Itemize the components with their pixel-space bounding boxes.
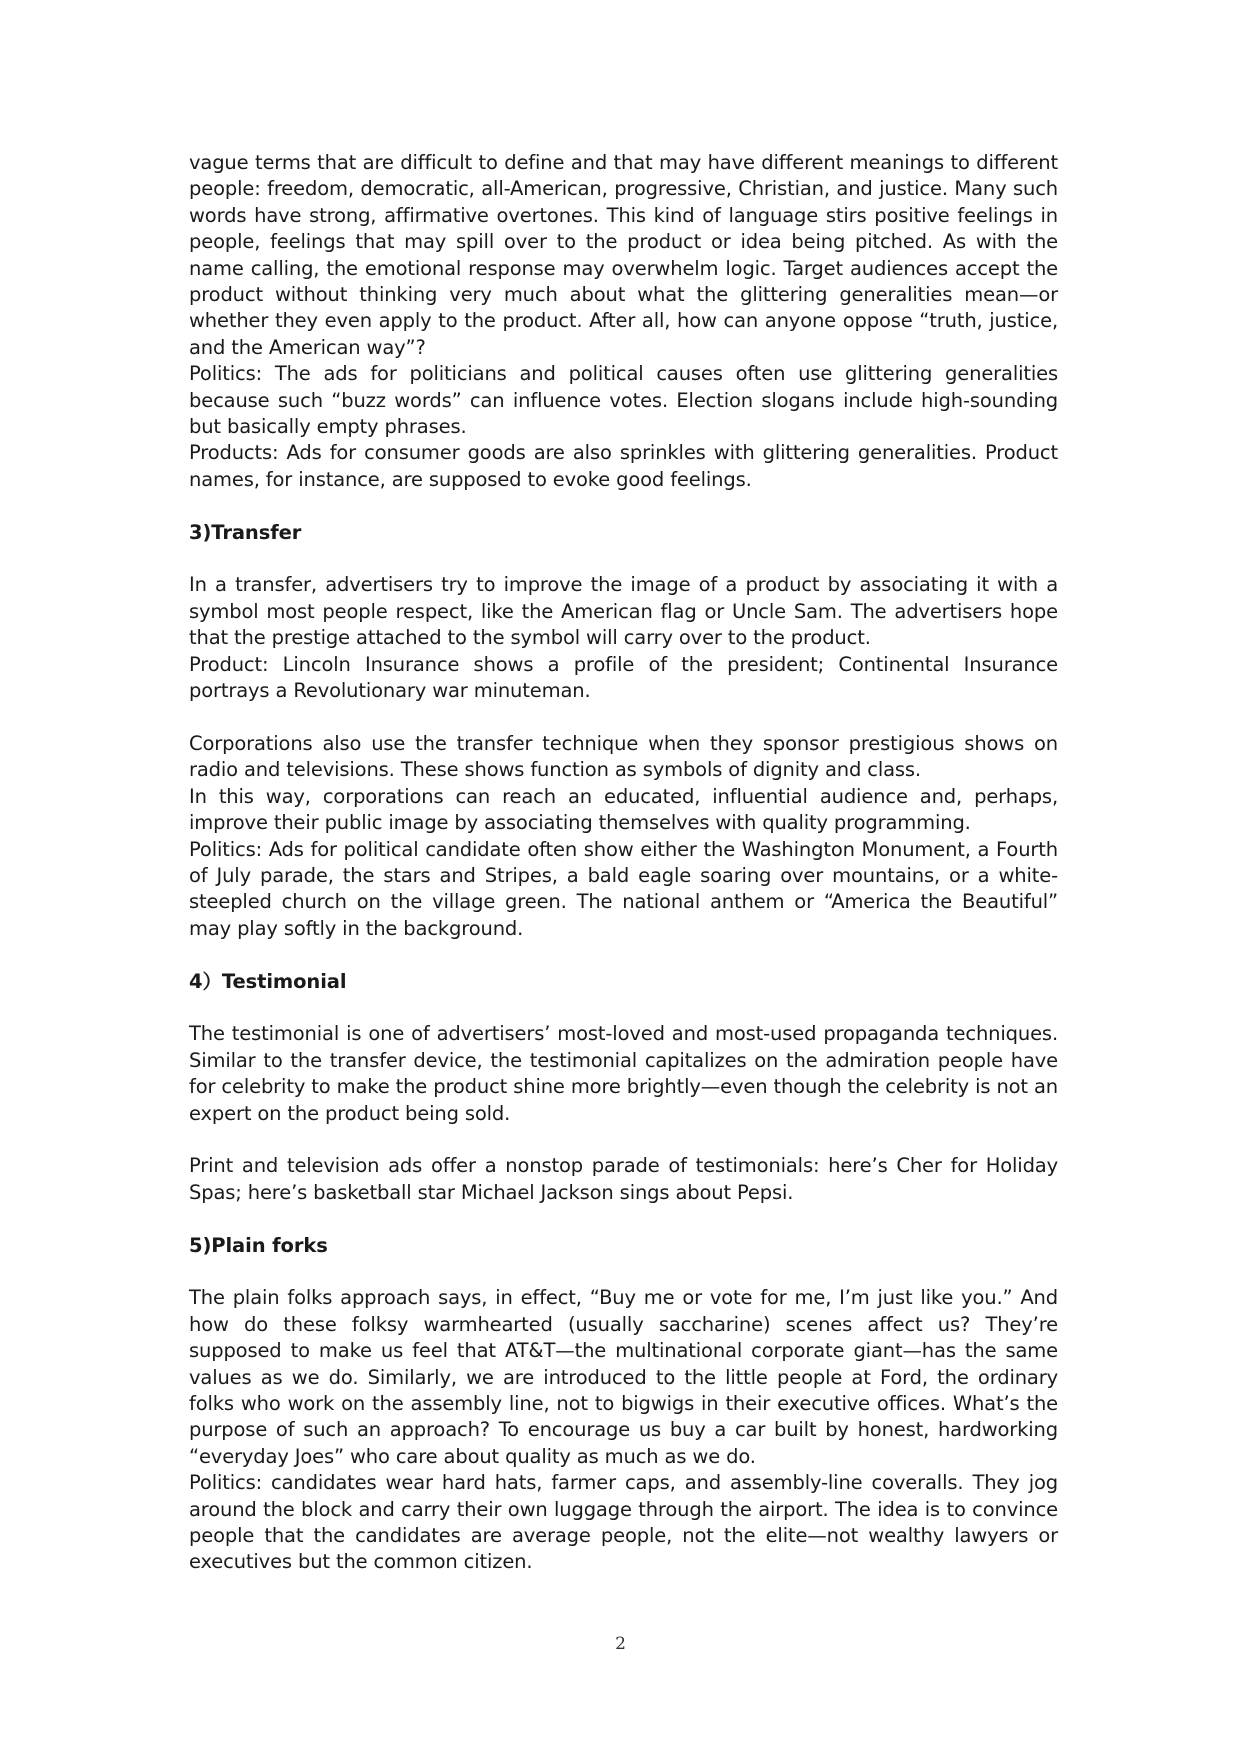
plain-folks-paragraph-intro: The plain folks approach says, in effect, “Buy me or vote for me, I’m just like you.” And how do these folksy warmhearted (usually saccharine) scenes affect us? They’re supposed to make us feel that AT&T—the multinational corporate giant—has the same values as we do. Similarly, we are introduced to the little people at Ford, the ordinary folks who work on the assembly line, not to bigwigs in their executive offices. What’s the purpose of such an approach? To encourage us buy a car built by honest, hardworking “everyday Joes” who care about quality as much as we do. [189, 1286, 1058, 1468]
spacer [189, 995, 1058, 1021]
intro-paragraph-products: Products: Ads for consumer goods are also sprinkles with glittering generalities. Product names, for instance, are supposed to evoke good feelings. [189, 441, 1058, 491]
testimonial-paragraph-examples: Print and television ads offer a nonstop parade of testimonials: here’s Cher for Holiday Spas; here’s basketball star Michael Jackson sings about Pepsi. [189, 1154, 1058, 1204]
spacer [189, 1259, 1058, 1285]
testimonial-paragraph-intro: The testimonial is one of advertisers’ most-loved and most-used propaganda techniques. Similar to the transfer device, the testimonial capitalizes on the admiration people have for celebrity to make the product shine more brightly—even though the celebrity is not an expert on the product being sold. [189, 1022, 1058, 1125]
spacer [189, 705, 1058, 731]
spacer [189, 1206, 1058, 1232]
document-page [189, 150, 1058, 1576]
transfer-paragraph-politics: Politics: Ads for political candidate often show either the Washington Monument, a Fourth of July parade, the stars and Stripes, a bald eagle soaring over mountains, or a white-steepled church on the village green. The national anthem or “America the Beautiful” may play softly in the background. [189, 837, 1058, 940]
spacer [189, 942, 1058, 968]
page-number: 2 [615, 1634, 626, 1654]
intro-paragraph-politics: Politics: The ads for politicians and political causes often use glittering generalities because such “buzz words” can influence votes. Election slogans include high-sounding but basically empty phrases. [189, 362, 1058, 439]
heading-transfer: 3)Transfer [189, 520, 302, 544]
plain-folks-paragraph-politics: Politics: candidates wear hard hats, farmer caps, and assembly-line coveralls. They jog around the block and carry their own luggage through the airport. The idea is to convince people that the candidates are average people, not the elite—not wealthy lawyers or executives but the common citizen. [189, 1471, 1058, 1574]
spacer [189, 493, 1058, 519]
heading-testimonial: 4）Testimonial [189, 969, 347, 993]
transfer-paragraph-public-image: In this way, corporations can reach an educated, influential audience and, perhaps, improve their public image by associating themselves with quality programming. [189, 784, 1058, 835]
spacer [189, 1127, 1058, 1153]
intro-paragraph-glittering-generalities: vague terms that are difficult to define and that may have different meanings to different people: freedom, democratic, all-American, progressive, Christian, and justice. Many such words have strong, affirmative overtones. This kind of language stirs positive feelings in people, feelings that may spill over to the product or idea being pitched. As with the name calling, the emotional response may overwhelm logic. Target audiences accept the product without thinking very much about what the glittering generalities mean—or whether they even apply to the product. After all, how can anyone oppose “truth, justice, and the American way”? [189, 151, 1058, 359]
transfer-paragraph-product: Product: Lincoln Insurance shows a profile of the president; Continental Insurance portrays a Revolutionary war minuteman. [189, 652, 1058, 703]
transfer-paragraph-intro: In a transfer, advertisers try to improve the image of a product by associating it with a symbol most people respect, like the American flag or Uncle Sam. The advertisers hope that the prestige attached to the symbol will carry over to the product. [189, 573, 1058, 650]
spacer [189, 546, 1058, 572]
transfer-paragraph-corporations: Corporations also use the transfer technique when they sponsor prestigious shows on radio and televisions. These shows function as symbols of dignity and class. [189, 731, 1058, 782]
heading-plain-folks: 5)Plain forks [189, 1233, 328, 1257]
